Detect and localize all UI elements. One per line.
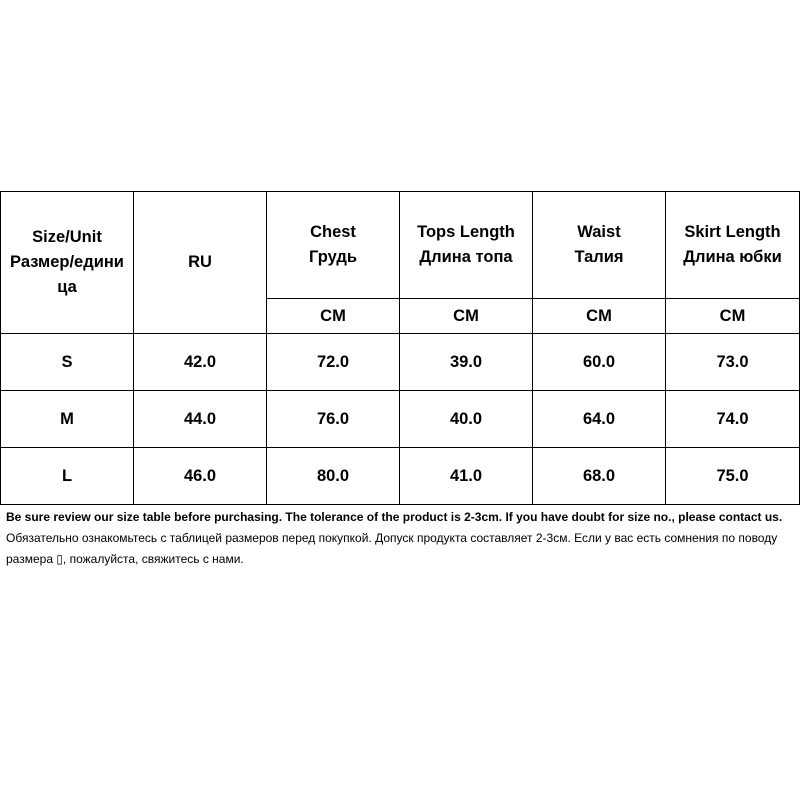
chest-unit: CM xyxy=(267,299,400,334)
table-row xyxy=(1,334,800,391)
tops-length-unit: CM xyxy=(400,299,533,334)
size-cell: M xyxy=(1,391,134,448)
tops-length-cell: 39.0 xyxy=(400,334,533,391)
ru-header: RU xyxy=(134,192,267,334)
chest-header-ru: Грудь xyxy=(309,248,357,266)
tops-length-header-en: Tops Length xyxy=(417,223,515,241)
size-unit-header xyxy=(1,192,134,334)
skirt-length-header-en: Skirt Length xyxy=(684,223,781,241)
size-unit-header-en: Size/Unit xyxy=(32,228,102,246)
waist-cell: 64.0 xyxy=(533,391,666,448)
table-header-row xyxy=(1,192,800,299)
waist-header xyxy=(533,192,666,299)
size-unit-header-ru-line2: ца xyxy=(57,278,77,296)
tops-length-cell: 41.0 xyxy=(400,448,533,505)
skirt-length-unit: CM xyxy=(666,299,800,334)
tops-length-header-ru: Длина топа xyxy=(419,248,513,266)
chest-header-en: Chest xyxy=(310,223,356,241)
chest-cell: 72.0 xyxy=(267,334,400,391)
size-cell: S xyxy=(1,334,134,391)
size-notes xyxy=(6,507,798,570)
chest-header xyxy=(267,192,400,299)
waist-unit: CM xyxy=(533,299,666,334)
waist-cell: 60.0 xyxy=(533,334,666,391)
table-row xyxy=(1,391,800,448)
ru-cell: 42.0 xyxy=(134,334,267,391)
skirt-length-cell: 74.0 xyxy=(666,391,800,448)
ru-cell: 46.0 xyxy=(134,448,267,505)
waist-header-ru: Талия xyxy=(574,248,624,266)
size-unit-header-ru-line1: Размер/едини xyxy=(10,253,124,271)
ru-cell: 44.0 xyxy=(134,391,267,448)
skirt-length-cell: 75.0 xyxy=(666,448,800,505)
russian-note: Обязательно ознакомьтесь с таблицей размеров перед покупкой. Допуск продукта составляет 2-3см. Если у вас есть сомнения по поводу размера ▯, пожалуйста, свяжитесь с нами. xyxy=(6,531,778,566)
waist-header-en: Waist xyxy=(577,223,621,241)
skirt-length-header-ru: Длина юбки xyxy=(683,248,782,266)
skirt-length-cell: 73.0 xyxy=(666,334,800,391)
table-row xyxy=(1,448,800,505)
tops-length-cell: 40.0 xyxy=(400,391,533,448)
skirt-length-header xyxy=(666,192,800,299)
size-chart-table xyxy=(0,191,800,505)
waist-cell: 68.0 xyxy=(533,448,666,505)
english-note: Be sure review our size table before purchasing. The tolerance of the product is 2-3cm. If you have doubt for size no., please contact us. xyxy=(6,510,783,524)
chest-cell: 80.0 xyxy=(267,448,400,505)
chest-cell: 76.0 xyxy=(267,391,400,448)
size-cell: L xyxy=(1,448,134,505)
tops-length-header xyxy=(400,192,533,299)
